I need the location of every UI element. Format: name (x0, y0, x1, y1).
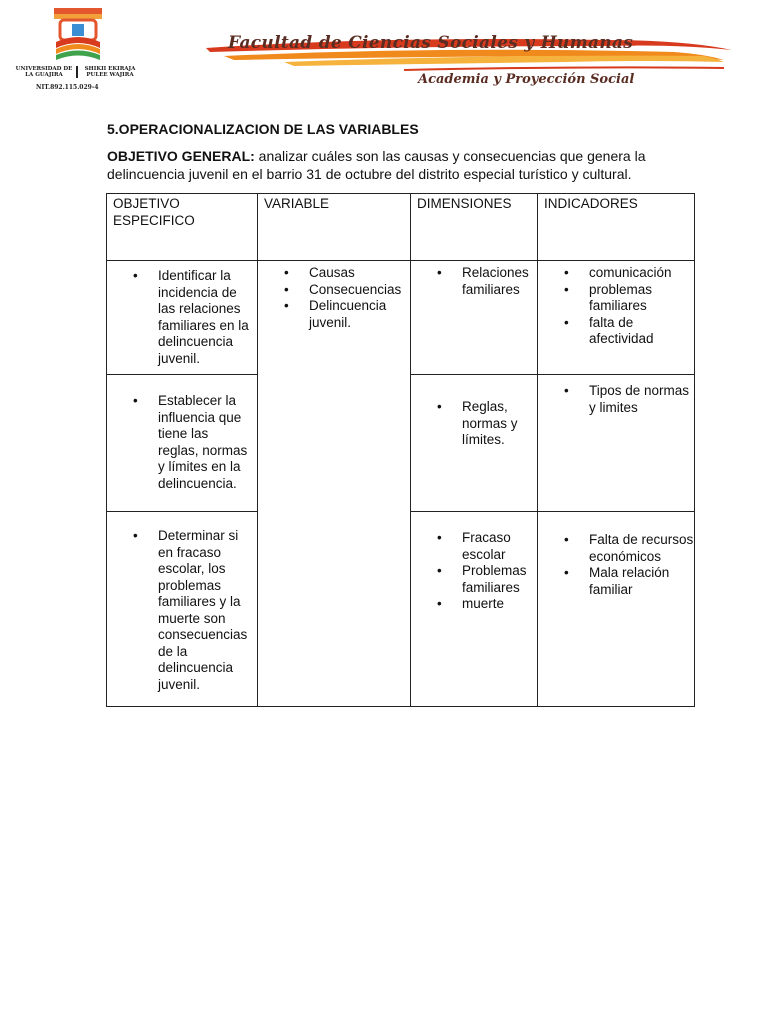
indicator-cell-3 (538, 512, 695, 707)
list-item: • Falta de recursos económicos (538, 532, 694, 565)
list-item: • Consecuencias (258, 282, 410, 299)
list-item: • Fracaso escolar (411, 530, 537, 563)
table-row (107, 261, 695, 375)
list-item: • Causas (258, 265, 410, 282)
general-objective-label: OBJETIVO GENERAL: (107, 148, 255, 164)
list-item: • Tipos de normas y limites (538, 383, 694, 416)
objective-cell-3 (107, 512, 258, 707)
section-title: 5.OPERACIONALIZACION DE LAS VARIABLES (107, 121, 419, 137)
list-item: • falta de afectividad (538, 315, 694, 348)
header-dimensions: DIMENSIONES (411, 194, 538, 261)
logo-divider (76, 66, 78, 78)
list-item: • Identificar la incidencia de las relaciones familiares en la delincuencia juvenil. (107, 268, 257, 367)
list-item: • Delincuencia juvenil. (258, 298, 410, 331)
faculty-subtitle: Academia y Proyección Social (418, 72, 635, 87)
logo-university-name: UNIVERSIDAD DE LA GUAJIRA (15, 66, 73, 78)
list-item: • Determinar si en fracaso escolar, los problemas familiares y la muerte son consecuencias de la delincuencia juvenil. (107, 528, 257, 693)
general-objective (107, 147, 667, 183)
logo-nit: NIT.892.115.029-4 (36, 84, 99, 91)
list-item: • Problemas familiares (411, 563, 537, 596)
faculty-title: Facultad de Ciencias Sociales y Humanas (228, 33, 634, 53)
logo-wayuu-name: SHIKII EKIRAJA PULEE WAJIRA (84, 66, 136, 78)
list-item: • Reglas, normas y límites. (411, 399, 537, 449)
table-header-row (107, 194, 695, 261)
variable-cell (258, 261, 411, 707)
general-objective-text: analizar cuáles son las causas y consecuencias que genera la delincuencia juvenil en el barrio 31 de octubre del distrito especial turístico y cultural. (107, 148, 646, 182)
list-item: • comunicación (538, 265, 694, 282)
dimension-cell-2 (411, 375, 538, 512)
objective-cell-1 (107, 261, 258, 375)
dimension-cell-3 (411, 512, 538, 707)
list-item: • Mala relación familiar (538, 565, 694, 598)
dimension-cell-1 (411, 261, 538, 375)
operationalization-table (106, 193, 695, 707)
list-item: • Relaciones familiares (411, 265, 537, 298)
indicator-cell-2 (538, 375, 695, 512)
list-item: • problemas familiares (538, 282, 694, 315)
list-item: • muerte (411, 596, 537, 613)
header-objective: OBJETIVO ESPECIFICO (107, 194, 258, 261)
header-variable: VARIABLE (258, 194, 411, 261)
indicator-cell-1 (538, 261, 695, 375)
university-logo (12, 6, 146, 90)
list-item: • Establecer la influencia que tiene las reglas, normas y límites en la delincuencia. (107, 393, 257, 492)
objective-cell-2 (107, 375, 258, 512)
header-indicators: INDICADORES (538, 194, 695, 261)
university-emblem-icon (50, 6, 106, 64)
